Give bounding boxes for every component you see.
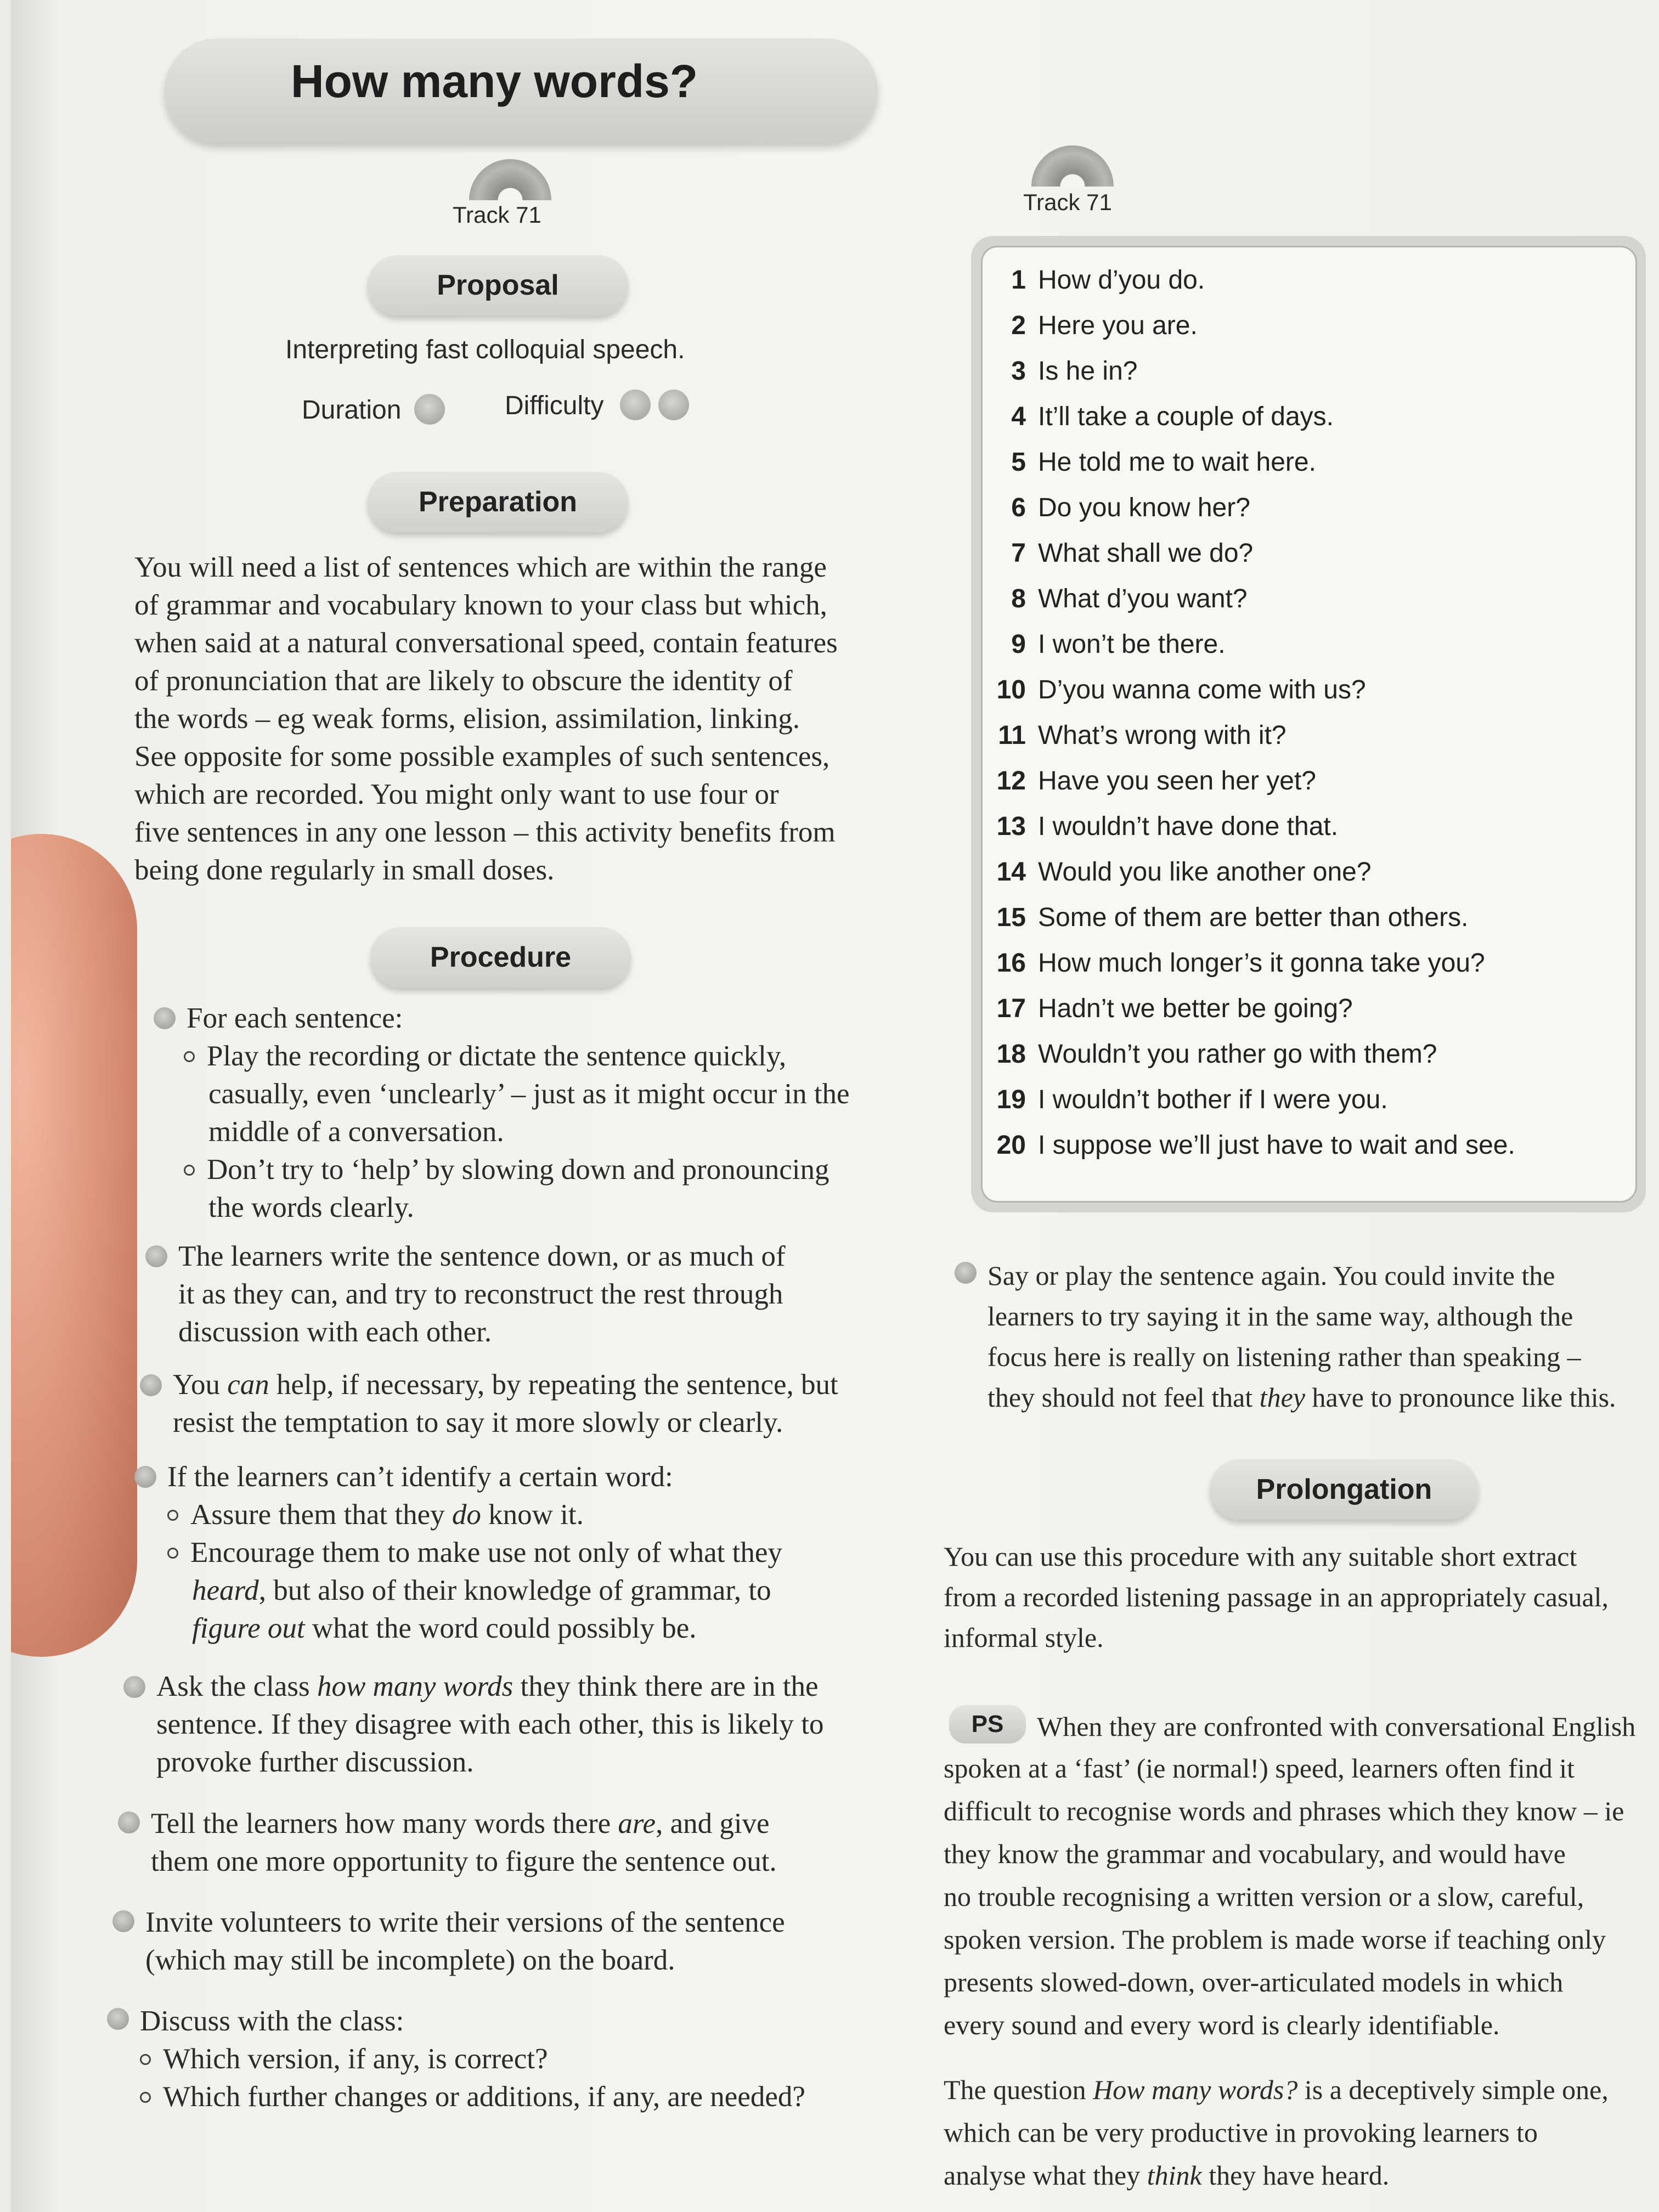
track-item-12: 12 Have you seen her yet? [996,766,1316,795]
track-item-17: 17 Hadn’t we better be going? [996,994,1353,1023]
procedure-step-8 [140,2002,805,2116]
text-line: resist the temptation to say it more slowly or clearly. [173,1407,783,1438]
track-label-right: Track 71 [1023,189,1112,215]
text-line: difficult to recognise words and phrases which they know – ie [944,1796,1624,1826]
text-fragment: Assure them that they [190,1499,452,1531]
text-line: sentence. If they disagree with each other, this is likely to [156,1708,824,1740]
text-fragment: they have heard. [1201,2160,1390,2191]
text-fragment: they think there are in the [513,1671,819,1702]
text-fragment: know it. [481,1499,584,1531]
track-item-7: 7 What shall we do? [1011,539,1254,568]
text-fragment: help, if necessary, by repeating the sentence, but [269,1369,838,1401]
text-line: it as they can, and try to reconstruct the rest through [178,1278,783,1310]
text-fragment: analyse what they [944,2160,1147,2191]
text-fragment: have to pronounce like this. [1305,1382,1616,1413]
step-bullet-icon [145,1245,167,1267]
ps-text-2 [944,2068,1609,2197]
step-lead: For each sentence: [187,1002,403,1034]
text-line: Encourage them to make use not only of what they [190,1537,782,1568]
text-fragment: they [1259,1382,1306,1413]
difficulty-label: Difficulty [505,391,604,420]
step-bullet-icon [107,2008,129,2030]
sub-bullet-icon [184,1165,195,1176]
difficulty-icon [658,390,689,420]
track-item-14: 14 Would you like another one? [996,857,1372,887]
text-fragment: You [173,1369,228,1401]
procedure-step-2 [178,1238,786,1351]
thumb [11,834,137,1657]
procedure-heading: Procedure [370,927,631,988]
text-line: of grammar and vocabulary known to your class but which, [134,589,827,621]
procedure-step-1-sub [184,1037,850,1227]
track-item-5: 5 He told me to wait here. [1011,448,1316,477]
track-item-10: 10 D’you wanna come with us? [996,675,1366,704]
track-item-9: 9 I won’t be there. [1011,630,1226,659]
procedure-step-4 [167,1458,782,1647]
text-line: Don’t try to ‘help’ by slowing down and pronouncing [207,1154,830,1186]
sub-bullet-icon [184,1051,195,1062]
prolongation-heading: Prolongation [1210,1459,1479,1520]
duration-icon [414,394,445,425]
text-fragment: how many words [317,1671,514,1702]
text-line: Say or play the sentence again. You could invite the [988,1260,1555,1291]
text-line: they know the grammar and vocabulary, and would have [944,1838,1566,1869]
text-fragment: is a deceptively simple one, [1297,2074,1609,2105]
text-fragment: they should not feel that [988,1382,1260,1413]
text-fragment: , and give [656,1808,770,1839]
procedure-step-7 [145,1904,785,1979]
step-bullet-icon [123,1676,145,1698]
track-item-20: 20 I suppose we’ll just have to wait and see. [996,1131,1515,1160]
text-line: casually, even ‘unclearly’ – just as it might occur in the [208,1078,850,1110]
sub-bullet-icon [140,2092,151,2103]
text-line: which can be very productive in provoking learners to [944,2117,1538,2148]
step-bullet-icon [112,1910,134,1932]
procedure-step-1 [187,1000,403,1037]
track-item-2: 2 Here you are. [1011,311,1198,340]
text-line: from a recorded listening passage in an appropriately casual, [944,1582,1609,1612]
text-fragment: heard [192,1575,259,1606]
text-line: the words – eg weak forms, elision, assimilation, linking. [134,703,800,735]
text-line: the words clearly. [208,1192,414,1223]
text-line: learners to try saying it in the same way, although the [988,1301,1573,1331]
text-line: of pronunciation that are likely to obscure the identity of [134,665,793,697]
preparation-text [134,549,838,889]
difficulty-icon [620,390,651,420]
text-line: presents slowed-down, over-articulated models in which [944,1967,1564,1997]
procedure-step-6 [151,1805,777,1881]
text-line: See opposite for some possible examples of such sentences, [134,741,830,772]
text-line: Play the recording or dictate the sentence quickly, [207,1040,787,1072]
text-fragment: do [452,1499,481,1531]
track-item-16: 16 How much longer’s it gonna take you? [996,949,1485,978]
sub-bullet-icon [167,1548,178,1559]
track-item-18: 18 Wouldn’t you rather go with them? [996,1040,1437,1069]
step-bullet-icon [118,1812,140,1833]
text-fragment: How many words? [1093,2074,1298,2105]
track-item-4: 4 It’ll take a couple of days. [1011,402,1334,431]
sub-bullet-icon [167,1510,178,1521]
text-line: spoken version. The problem is made worse if teaching only [944,1924,1606,1955]
text-fragment: what the word could possibly be. [304,1612,697,1644]
proposal-text: Interpreting fast colloquial speech. [285,335,685,364]
text-line: them one more opportunity to figure the sentence out. [151,1846,777,1877]
step-bullet-icon [140,1374,162,1396]
text-line: every sound and every word is clearly identifiable. [944,2010,1500,2040]
ps-text [944,1747,1624,2046]
text-line: provoke further discussion. [156,1746,474,1778]
text-fragment: are [618,1808,656,1839]
text-line: middle of a conversation. [208,1116,504,1148]
text-line: five sentences in any one lesson – this activity benefits from [134,816,836,848]
text-line: (which may still be incomplete) on the board. [145,1944,675,1976]
text-line: which are recorded. You might only want to use four or [134,778,779,810]
proposal-heading: Proposal [368,255,628,315]
text-fragment: think [1147,2160,1202,2191]
text-line: The learners write the sentence down, or as much of [178,1240,786,1272]
step-bullet-icon [154,1007,176,1029]
text-fragment: Tell the learners how many words there [151,1808,618,1839]
track-item-11: 11 What’s wrong with it? [998,721,1286,750]
page-title: How many words? [291,55,698,107]
track-item-19: 19 I wouldn’t bother if I were you. [996,1085,1388,1114]
track-label-left: Track 71 [453,202,541,228]
step-bullet-icon [955,1262,977,1284]
cd-icon [1031,145,1114,187]
preparation-heading: Preparation [368,472,628,532]
ps-badge: PS [949,1705,1026,1743]
book-page [11,0,1659,2212]
track-item-6: 6 Do you know her? [1011,493,1250,522]
text-fragment: , but also of their knowledge of grammar, to [258,1575,771,1606]
text-fragment: The question [944,2074,1093,2105]
track-item-1: 1 How d’you do. [1011,266,1205,295]
text-line: discussion with each other. [178,1316,492,1348]
text-line: You can use this procedure with any suitable short extract [944,1541,1577,1572]
text-fragment: figure out [192,1612,305,1644]
text-line: no trouble recognising a written version or a slow, careful, [944,1881,1584,1912]
text-line: spoken at a ‘fast’ (ie normal!) speed, learners often find it [944,1753,1575,1784]
duration-label: Duration [302,396,402,425]
track-item-3: 3 Is he in? [1011,357,1138,386]
step-bullet-icon [134,1466,156,1488]
text-line: Which version, if any, is correct? [163,2043,548,2075]
text-line: being done regularly in small doses. [134,854,555,886]
text-line: informal style. [944,1622,1104,1653]
track-item-8: 8 What d’you want? [1011,584,1248,613]
text-fragment: can [227,1369,269,1401]
text-line: focus here is really on listening rather than speaking – [988,1341,1581,1372]
procedure-step-5 [156,1668,824,1781]
text-line: Invite volunteers to write their versions of the sentence [145,1906,785,1938]
step-lead: If the learners can’t identify a certain word: [167,1461,673,1493]
text-fragment: Ask the class [156,1671,317,1702]
text-line: Which further changes or additions, if any, are needed? [163,2081,805,2113]
track-item-15: 15 Some of them are better than others. [996,903,1469,932]
text-line: When they are confronted with conversational English [1037,1711,1636,1742]
procedure-step-3 [173,1366,838,1442]
sub-bullet-icon [140,2054,151,2065]
cd-icon [469,159,551,200]
ps-first-line [1037,1706,1635,1747]
track-item-13: 13 I wouldn’t have done that. [996,812,1339,841]
prolongation-text [944,1536,1609,1658]
procedure-step-right [988,1255,1616,1418]
text-line: when said at a natural conversational speed, contain features [134,627,838,659]
step-lead: Discuss with the class: [140,2005,404,2037]
text-line: You will need a list of sentences which are within the range [134,551,827,583]
